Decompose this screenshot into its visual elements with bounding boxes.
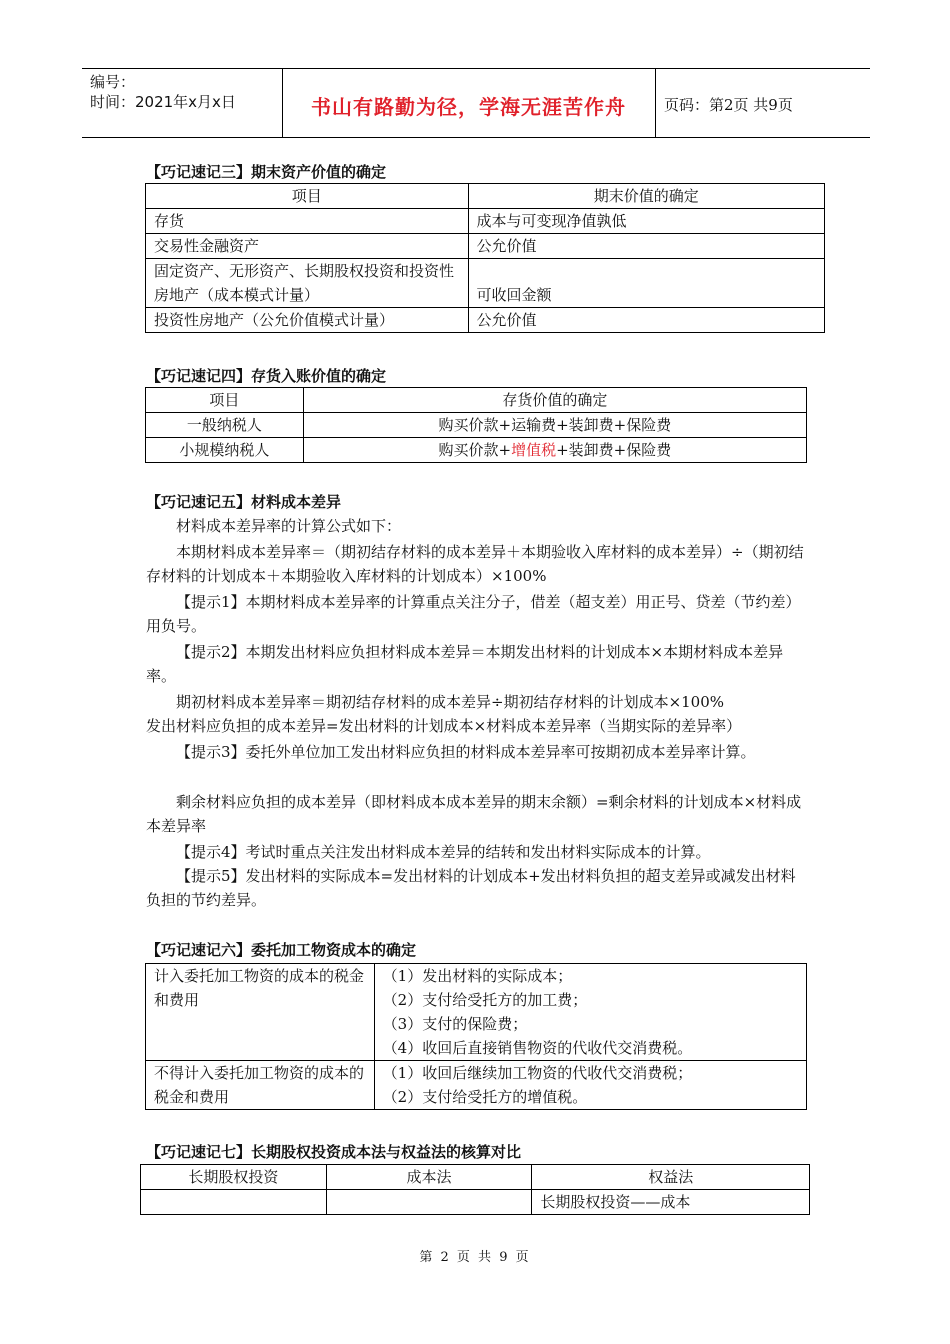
list-item: （2）支付给受托方的增值税。: [382, 1088, 588, 1106]
formula-paragraph: 本期材料成本差异率＝（期初结存材料的成本差异＋本期验收入库材料的成本差异）÷（期初结存材料的计划成本＋本期验收入库材料的计划成本）×100%: [146, 543, 804, 585]
page-footer: 第 2 页 共 9 页: [419, 1250, 531, 1265]
consignment-cost-table: [145, 963, 807, 1110]
table-cell: 投资性房地产（公允价值模式计量）: [146, 308, 469, 333]
section-5-title: 【巧记速记五】材料成本差异: [146, 493, 342, 511]
table-header-cell: 存货价值的确定: [303, 388, 806, 413]
document-number-label: 编号：: [90, 73, 136, 91]
table-header-cell: 长期股权投资: [141, 1165, 327, 1190]
inventory-valuation-table: [145, 387, 807, 463]
table-header-row: [146, 184, 825, 209]
section-7-title: 【巧记速记七】长期股权投资成本法与权益法的核算对比: [146, 1143, 522, 1161]
table-row: [146, 308, 825, 333]
equity-method-comparison-table: [140, 1164, 810, 1215]
section-3-title: 【巧记速记三】期末资产价值的确定: [146, 163, 387, 181]
hint-paragraph: 【提示1】本期材料成本差异率的计算重点关注分子，借差（超支差）用正号、贷差（节约差）用负号。: [146, 593, 801, 635]
table-cell: [141, 1190, 327, 1215]
table-cell: 存货: [146, 209, 469, 234]
list-item: （2）支付给受托方的加工费；: [382, 991, 588, 1009]
list-item: （4）收回后直接销售物资的代收代交消费税。: [382, 1039, 693, 1057]
table-cell: 一般纳税人: [146, 413, 304, 438]
table-row: [146, 413, 807, 438]
table-row: [146, 209, 825, 234]
formula-paragraph: 发出材料应负担的成本差异=发出材料的计划成本×材料成本差异率（当期实际的差异率）: [146, 717, 742, 735]
table-cell: [374, 1061, 806, 1110]
table-cell: 公允价值: [468, 308, 824, 333]
section-6-title: 【巧记速记六】委托加工物资成本的确定: [146, 941, 417, 959]
hint-paragraph: 【提示5】发出材料的实际成本=发出材料的计划成本+发出材料负担的超支差异或减发出材料负担的节约差异。: [146, 867, 796, 909]
hint-paragraph: 【提示4】考试时重点关注发出材料成本差异的结转和发出材料实际成本的计算。: [176, 843, 711, 861]
header-divider-right: [655, 69, 656, 137]
table-row: [146, 234, 825, 259]
table-cell: 购买价款+运输费+装卸费+保险费: [303, 413, 806, 438]
table-cell: [303, 438, 806, 463]
formula-part: +装卸费+保险费: [556, 441, 672, 459]
table-cell: 长期股权投资——成本: [532, 1190, 810, 1215]
header-motto: 书山有路勤为径，学海无涯苦作舟: [311, 95, 626, 119]
table-cell: 小规模纳税人: [146, 438, 304, 463]
hint-paragraph: 【提示2】本期发出材料应负担材料成本差异＝本期发出材料的计划成本×本期材料成本差异率。: [146, 643, 784, 685]
table-row: [146, 438, 807, 463]
formula-paragraph: 期初材料成本差异率＝期初结存材料的成本差异÷期初结存材料的计划成本×100%: [176, 693, 725, 711]
list-item: （1）收回后继续加工物资的代收代交消费税；: [382, 1064, 693, 1082]
table-row: [146, 1061, 807, 1110]
table-header-cell: 成本法: [326, 1165, 532, 1190]
table-row: [146, 259, 825, 308]
table-cell: 公允价值: [468, 234, 824, 259]
table-cell: 计入委托加工物资的成本的税金和费用: [146, 964, 375, 1061]
page-header: [82, 68, 870, 138]
table-cell: 不得计入委托加工物资的成本的税金和费用: [146, 1061, 375, 1110]
section-4-title: 【巧记速记四】存货入账价值的确定: [146, 367, 387, 385]
formula-paragraph: 剩余材料应负担的成本差异（即材料成本成本差异的期末余额）=剩余材料的计划成本×材料成本差异率: [146, 793, 802, 835]
table-header-cell: 项目: [146, 184, 469, 209]
table-row: [141, 1190, 810, 1215]
table-header-cell: 期末价值的确定: [468, 184, 824, 209]
table-cell: 可收回金额: [468, 259, 824, 308]
table-header-cell: 项目: [146, 388, 304, 413]
vat-highlight: 增值税: [511, 441, 557, 459]
table-cell: 成本与可变现净值孰低: [468, 209, 824, 234]
hint-paragraph: 【提示3】委托外单位加工发出材料应负担的材料成本差异率可按期初成本差异率计算。: [176, 743, 756, 761]
table-header-row: [146, 388, 807, 413]
table-cell: [374, 964, 806, 1061]
table-header-row: [141, 1165, 810, 1190]
formula-part: 购买价款+: [438, 441, 512, 459]
list-item: （1）发出材料的实际成本；: [382, 967, 573, 985]
table-cell: [326, 1190, 532, 1215]
document-date: 时间：2021年x月x日: [90, 93, 236, 111]
table-cell: 交易性金融资产: [146, 234, 469, 259]
table-row: [146, 964, 807, 1061]
list-item: （3）支付的保险费；: [382, 1015, 528, 1033]
table-header-cell: 权益法: [532, 1165, 810, 1190]
table-cell: 固定资产、无形资产、长期股权投资和投资性房地产（成本模式计量）: [146, 259, 469, 308]
header-page-indicator: 页码：第2页 共9页: [664, 96, 793, 114]
paragraph: 材料成本差异率的计算公式如下：: [176, 517, 402, 535]
asset-valuation-table: [145, 183, 825, 333]
